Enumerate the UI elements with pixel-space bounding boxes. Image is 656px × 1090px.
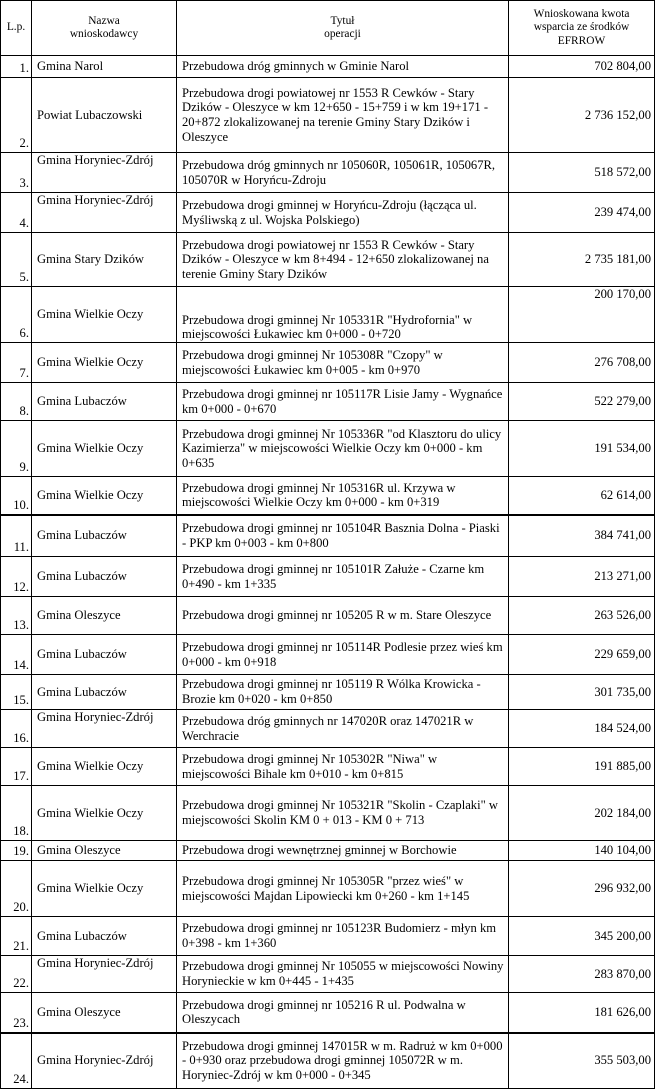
requested-amount: 518 572,00	[509, 153, 655, 193]
row-number: 9.	[1, 421, 32, 477]
table-row	[1, 56, 655, 78]
applicant-name: Gmina Lubaczów	[32, 917, 177, 956]
header-title	[177, 1, 509, 56]
table-row	[1, 841, 655, 861]
applicant-name: Gmina Lubaczów	[32, 675, 177, 710]
requested-amount: 62 614,00	[509, 477, 655, 515]
requested-amount: 345 200,00	[509, 917, 655, 956]
operation-title: Przebudowa drogi gminnej Nr 105308R "Czopy" w miejscowości Łukawiec km 0+005 - km 0+970	[177, 343, 509, 383]
table-row	[1, 343, 655, 383]
header-amount	[509, 1, 655, 56]
operation-title: Przebudowa dróg gminnych w Gminie Narol	[177, 56, 509, 78]
table-row	[1, 1033, 655, 1089]
table-row	[1, 710, 655, 748]
applicant-name: Gmina Lubaczów	[32, 383, 177, 421]
table-row	[1, 675, 655, 710]
table-row	[1, 993, 655, 1033]
operation-title: Przebudowa drogi gminnej Nr 105302R "Niwa" w miejscowości Bihale km 0+010 - km 0+815	[177, 748, 509, 786]
table-row	[1, 635, 655, 675]
row-number: 2.	[1, 78, 32, 153]
requested-amount: 191 534,00	[509, 421, 655, 477]
applicant-name: Gmina Narol	[32, 56, 177, 78]
table-header-row	[1, 1, 655, 56]
applicant-name: Gmina Wielkie Oczy	[32, 861, 177, 917]
operation-title: Przebudowa drogi powiatowej nr 1553 R Cewków - Stary Dzików - Oleszyce w km 12+650 - 15+759 i w km 19+171 - 20+872 zlokalizowanej na terenie Gminy Stary Dzików i Oleszyce	[177, 78, 509, 153]
operation-title: Przebudowa drogi gminnej nr 105114R Podlesie przez wieś km 0+000 - km 0+918	[177, 635, 509, 675]
operation-title: Przebudowa drogi gminnej nr 105101R Załuże - Czarne km 0+490 - km 1+335	[177, 557, 509, 597]
table-row	[1, 861, 655, 917]
table-row	[1, 153, 655, 193]
operation-title: Przebudowa drogi gminnej Nr 105316R ul. Krzywa w miejscowości Wielkie Oczy km 0+000 - km 0+319	[177, 477, 509, 515]
table-row	[1, 597, 655, 635]
operation-title: Przebudowa drogi gminnej Nr 105331R "Hydrofornia" w miejscowości Łukawiec km 0+000 - 0+720	[177, 287, 509, 343]
requested-amount: 202 184,00	[509, 786, 655, 841]
requested-amount: 140 104,00	[509, 841, 655, 861]
requested-amount: 384 741,00	[509, 515, 655, 557]
row-number: 4.	[1, 193, 32, 233]
applicant-name: Gmina Oleszyce	[32, 841, 177, 861]
table-row	[1, 78, 655, 153]
row-number: 21.	[1, 917, 32, 956]
requested-amount: 239 474,00	[509, 193, 655, 233]
table-row	[1, 383, 655, 421]
applicant-name: Gmina Lubaczów	[32, 635, 177, 675]
row-number: 17.	[1, 748, 32, 786]
operation-title: Przebudowa drogi gminnej nr 105119 R Wólka Krowicka - Brozie km 0+020 - km 0+850	[177, 675, 509, 710]
header-lp-label: L.p.	[6, 21, 26, 34]
row-number: 24.	[1, 1033, 32, 1089]
requested-amount: 702 804,00	[509, 56, 655, 78]
row-number: 7.	[1, 343, 32, 383]
requested-amount: 191 885,00	[509, 748, 655, 786]
applicant-name: Gmina Lubaczów	[32, 515, 177, 557]
operation-title: Przebudowa drogi gminnej Nr 105305R "przez wieś" w miejscowości Majdan Lipowiecki km 0+260 - km 1+145	[177, 861, 509, 917]
operation-title: Przebudowa drogi gminnej nr 105123R Budomierz - młyn km 0+398 - km 1+360	[177, 917, 509, 956]
header-amount-line: wsparcia ze środków	[533, 21, 630, 34]
row-number: 18.	[1, 786, 32, 841]
header-amount-line: Wnioskowana kwota	[533, 7, 630, 20]
operation-title: Przebudowa dróg gminnych nr 105060R, 105061R, 105067R, 105070R w Horyńcu-Zdroju	[177, 153, 509, 193]
operation-title: Przebudowa dróg gminnych nr 147020R oraz 147021R w Werchracie	[177, 710, 509, 748]
row-number: 6.	[1, 287, 32, 343]
header-name-line: wnioskodawcy	[69, 28, 139, 40]
requested-amount: 229 659,00	[509, 635, 655, 675]
requested-amount: 181 626,00	[509, 993, 655, 1033]
applicant-name: Gmina Horyniec-Zdrój	[32, 193, 177, 233]
table-row	[1, 193, 655, 233]
row-number: 16.	[1, 710, 32, 748]
requested-amount: 213 271,00	[509, 557, 655, 597]
row-number: 15.	[1, 675, 32, 710]
header-name-line: Nazwa	[88, 14, 120, 27]
table-row	[1, 956, 655, 993]
row-number: 22.	[1, 956, 32, 993]
row-number: 1.	[1, 56, 32, 78]
requested-amount: 184 524,00	[509, 710, 655, 748]
requested-amount: 301 735,00	[509, 675, 655, 710]
applicant-name: Gmina Oleszyce	[32, 597, 177, 635]
requested-amount: 2 736 152,00	[509, 78, 655, 153]
row-number: 3.	[1, 153, 32, 193]
table-row	[1, 287, 655, 343]
operation-title: Przebudowa drogi gminnej Nr 105321R "Skolin - Czaplaki" w miejscowości Skolin KM 0 + 013 - KM 0 + 713	[177, 786, 509, 841]
applicant-name: Gmina Oleszyce	[32, 993, 177, 1033]
row-number: 14.	[1, 635, 32, 675]
row-number: 13.	[1, 597, 32, 635]
applicant-name: Gmina Horyniec-Zdrój	[32, 153, 177, 193]
header-name	[32, 1, 177, 56]
applicant-name: Gmina Wielkie Oczy	[32, 421, 177, 477]
operation-title: Przebudowa drogi powiatowej nr 1553 R Cewków - Stary Dzików - Oleszyce w km 8+494 - 12+650 zlokalizowanej na terenie Gminy Stary Dzików	[177, 233, 509, 287]
requested-amount: 263 526,00	[509, 597, 655, 635]
applicant-name: Gmina Horyniec-Zdrój	[32, 1033, 177, 1089]
requested-amount: 2 735 181,00	[509, 233, 655, 287]
table-row	[1, 917, 655, 956]
applicant-name: Gmina Wielkie Oczy	[32, 748, 177, 786]
table-row	[1, 557, 655, 597]
row-number: 20.	[1, 861, 32, 917]
header-title-line: operacji	[324, 28, 361, 40]
operation-title: Przebudowa drogi wewnętrznej gminnej w Borchowie	[177, 841, 509, 861]
table-row	[1, 786, 655, 841]
operation-title: Przebudowa drogi gminnej nr 105104R Basznia Dolna - Piaski - PKP km 0+003 - km 0+800	[177, 515, 509, 557]
applicant-name: Gmina Stary Dzików	[32, 233, 177, 287]
operation-title: Przebudowa drogi gminnej 147015R w m. Radruż w km 0+000 - 0+930 oraz przebudowa drogi gminnej 105072R w m. Horyniec-Zdrój w km 0+000 - 0+345	[177, 1033, 509, 1089]
operation-title: Przebudowa drogi gminnej nr 105117R Lisie Jamy - Wygnańce km 0+000 - 0+670	[177, 383, 509, 421]
operation-title: Przebudowa drogi gminnej nr 105216 R ul. Podwalna w Oleszycach	[177, 993, 509, 1033]
row-number: 11.	[1, 515, 32, 557]
row-number: 5.	[1, 233, 32, 287]
applicant-name: Gmina Lubaczów	[32, 557, 177, 597]
applicant-name: Gmina Horyniec-Zdrój	[32, 710, 177, 748]
applicant-name: Gmina Wielkie Oczy	[32, 287, 177, 343]
row-number: 23.	[1, 993, 32, 1033]
operation-title: Przebudowa drogi gminnej w Horyńcu-Zdroju (łącząca ul. Myśliwską z ul. Wojska Polskiego)	[177, 193, 509, 233]
table-row	[1, 421, 655, 477]
row-number: 8.	[1, 383, 32, 421]
operation-title: Przebudowa drogi gminnej Nr 105336R "od Klasztoru do ulicy Kazimierza" w miejscowości Wielkie Oczy km 0+000 - km 0+635	[177, 421, 509, 477]
row-number: 12.	[1, 557, 32, 597]
table-row	[1, 748, 655, 786]
applicant-name: Gmina Horyniec-Zdrój	[32, 956, 177, 993]
requested-amount: 296 932,00	[509, 861, 655, 917]
applicant-name: Gmina Wielkie Oczy	[32, 477, 177, 515]
requested-amount: 200 170,00	[509, 287, 655, 343]
table-row	[1, 233, 655, 287]
operation-title: Przebudowa drogi gminnej nr 105205 R w m. Stare Oleszyce	[177, 597, 509, 635]
row-number: 19.	[1, 841, 32, 861]
table-row	[1, 477, 655, 515]
header-lp	[1, 1, 32, 56]
requested-amount: 522 279,00	[509, 383, 655, 421]
applicant-name: Gmina Wielkie Oczy	[32, 343, 177, 383]
applicant-name: Powiat Lubaczowski	[32, 78, 177, 153]
row-number: 10.	[1, 477, 32, 515]
applicant-name: Gmina Wielkie Oczy	[32, 786, 177, 841]
requested-amount: 276 708,00	[509, 343, 655, 383]
header-title-line: Tytuł	[330, 14, 355, 27]
requested-amount: 283 870,00	[509, 956, 655, 993]
table-row	[1, 515, 655, 557]
requested-amount: 355 503,00	[509, 1033, 655, 1089]
operation-title: Przebudowa drogi gminnej Nr 105055 w miejscowości Nowiny Horynieckie w km 0+445 - 1+435	[177, 956, 509, 993]
header-amount-line: EFRROW	[557, 34, 606, 47]
